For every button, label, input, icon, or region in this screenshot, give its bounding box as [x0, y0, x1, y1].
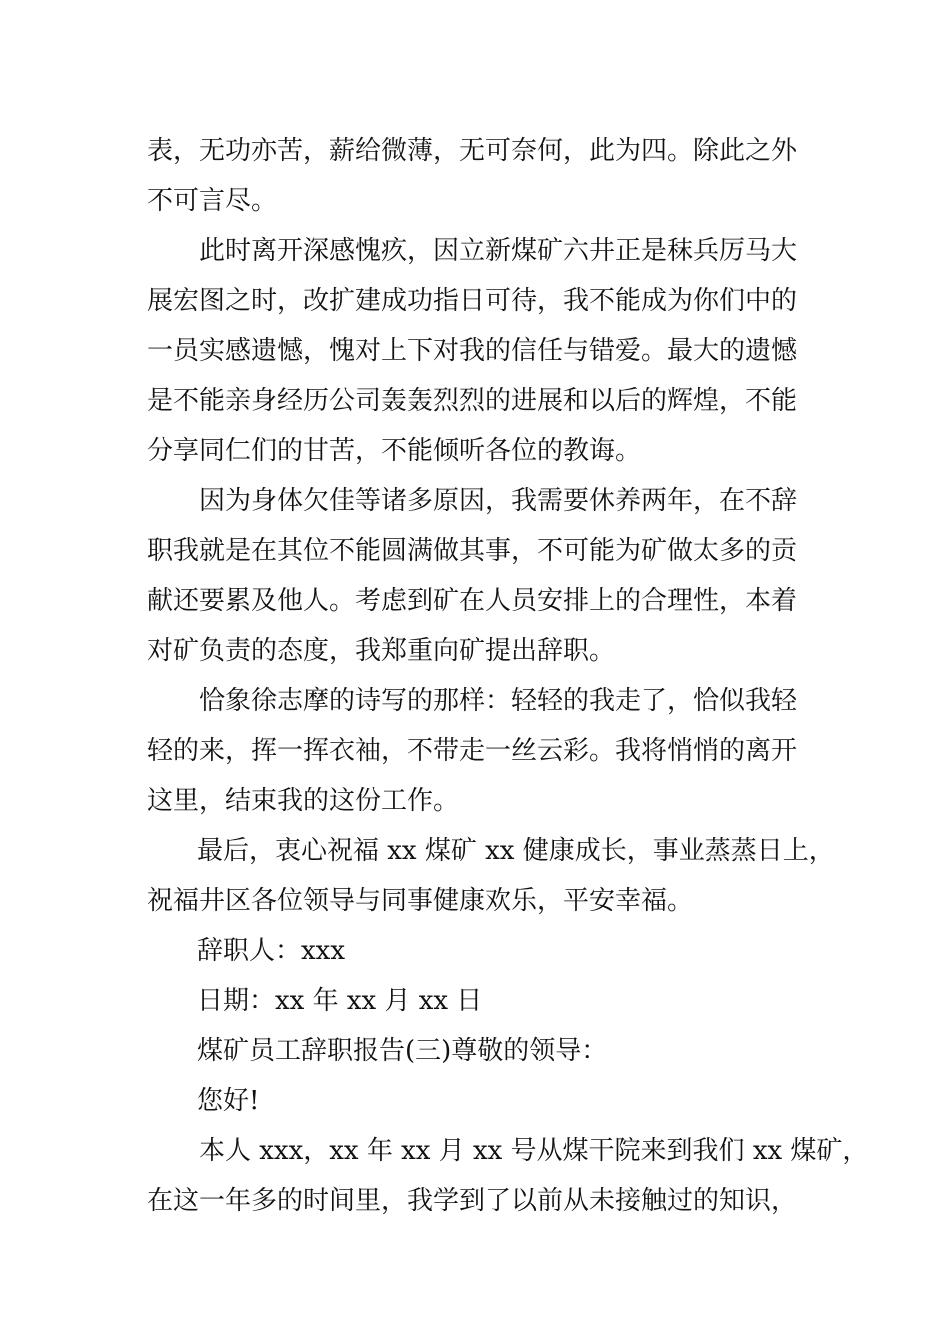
- paragraph-continuation: [147, 126, 827, 226]
- paragraph-regret: [147, 226, 827, 476]
- text-line: 日期：xx 年 xx 月 xx 日: [197, 986, 483, 1016]
- paragraph-poem: [147, 676, 827, 826]
- text-line: 对矿负责的态度，我郑重向矿提出辞职。: [147, 636, 616, 666]
- document-body: [147, 126, 869, 1226]
- text-line: 煤矿员工辞职报告(三)尊敬的领导：: [197, 1036, 608, 1066]
- signature-name: [147, 926, 827, 976]
- text-line: 是不能亲身经历公司轰轰烈烈的进展和以后的辉煌，不能: [147, 386, 798, 416]
- text-line: 分享同仁们的甘苦，不能倾听各位的教诲。: [147, 436, 642, 466]
- text-line: 这里，结束我的这份工作。: [147, 786, 460, 816]
- text-line: 献还要累及他人。考虑到矿在人员安排上的合理性，本着: [147, 586, 798, 616]
- text-line: 不可言尽。: [147, 186, 278, 216]
- text-line: 一员实感遗憾，愧对上下对我的信任与错爱。最大的遗憾: [147, 336, 798, 366]
- text-line: 此时离开深感愧疚，因立新煤矿六井正是秣兵厉马大: [199, 236, 798, 266]
- text-line: 职我就是在其位不能圆满做其事，不可能为矿做太多的贡: [147, 536, 798, 566]
- text-line: 祝福井区各位领导与同事健康欢乐，平安幸福。: [147, 886, 694, 916]
- text-line: 恰象徐志摩的诗写的那样：轻轻的我走了，恰似我轻: [199, 686, 798, 716]
- text-line: 展宏图之时，改扩建成功指日可待，我不能成为你们中的: [147, 286, 798, 316]
- text-line: 在这一年多的时间里，我学到了以前从未接触过的知识，: [147, 1186, 798, 1216]
- paragraph-blessing: [147, 826, 835, 926]
- greeting: [147, 1076, 827, 1126]
- text-line: 轻的来，挥一挥衣袖，不带走一丝云彩。我将悄悄的离开: [147, 736, 798, 766]
- text-line: 最后，衷心祝福 xx 煤矿 xx 健康成长，事业蒸蒸日上，: [197, 836, 835, 866]
- paragraph-reason: [147, 476, 827, 676]
- paragraph-intro: [147, 1126, 869, 1226]
- signature-date: [147, 976, 827, 1026]
- section-heading: [147, 1026, 827, 1076]
- text-line: 本人 xxx，xx 年 xx 月 xx 号从煤干院来到我们 xx 煤矿，: [199, 1136, 869, 1166]
- text-line: 因为身体欠佳等诸多原因，我需要休养两年，在不辞: [199, 486, 798, 516]
- text-line: 辞职人：xxx: [197, 936, 345, 966]
- text-line: 表，无功亦苦，薪给微薄，无可奈何，此为四。除此之外: [147, 136, 798, 166]
- text-line: 您好!: [197, 1086, 260, 1116]
